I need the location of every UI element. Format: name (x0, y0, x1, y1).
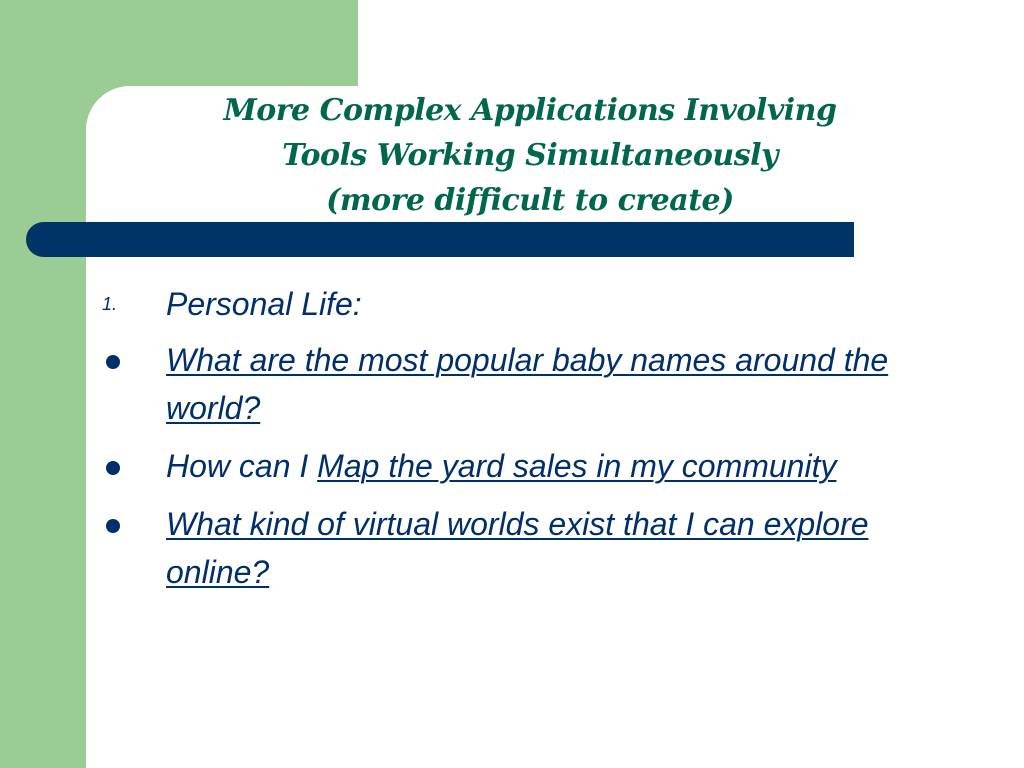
bullet-item-baby-names (102, 336, 922, 432)
baby-names-link[interactable]: What are the most popular baby names around the world? (166, 342, 889, 426)
virtual-worlds-link[interactable]: What kind of virtual worlds exist that I can explore online? (166, 506, 869, 590)
title-line-3: (more difficult to create) (326, 183, 734, 218)
slide-content (102, 280, 922, 606)
title-divider-bar (26, 222, 854, 257)
bullet-icon (106, 355, 120, 369)
title-line-1: More Complex Applications Involving (223, 93, 837, 128)
bullet-icon (106, 461, 120, 475)
section-heading: Personal Life: (166, 286, 362, 322)
list-number: 1. (102, 294, 118, 314)
slide-title (150, 88, 910, 223)
bullet-item-virtual-worlds (102, 500, 922, 596)
bullet-item-yard-sales (102, 442, 922, 490)
title-line-2: Tools Working Simultaneously (282, 138, 778, 173)
numbered-item-personal-life (102, 280, 922, 328)
yard-sales-map-link[interactable]: Map the yard sales in my community (317, 448, 837, 484)
green-side-strip (0, 0, 86, 768)
bullet-prefix-text: How can I (166, 448, 318, 484)
bullet-icon (106, 519, 120, 533)
